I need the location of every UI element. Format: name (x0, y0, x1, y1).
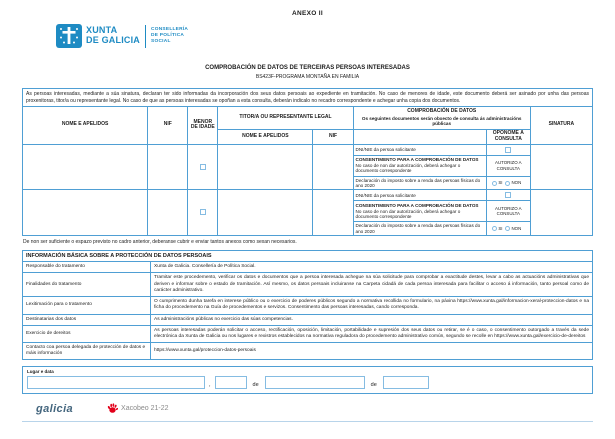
doc-consent-title: CONSENTIMENTO PARA A COMPROBACIÓN DE DATOS (355, 203, 479, 209)
privacy-title: INFORMACIÓN BÁSICA SOBRE A PROTECCIÓN DE DATOS PERSOAIS (23, 251, 592, 262)
place-input[interactable] (27, 376, 205, 389)
privacy-row (23, 326, 592, 343)
privacy-row-label: Lexitimación para o tratamento (23, 297, 151, 313)
page-title: COMPROBACIÓN DE DATOS DE TERCEIRAS PERSOAS INTERESADAS (205, 65, 410, 71)
annex-label: ANEXO II (292, 10, 323, 17)
col-header-nif: NIF (148, 107, 188, 145)
doc-consent-cell (353, 201, 486, 222)
col-header-titor-nome: NOME E APELIDOS (218, 130, 313, 145)
col-header-sinatura: SINATURA (530, 107, 592, 145)
year-input[interactable] (383, 376, 429, 389)
day-input[interactable] (215, 376, 247, 389)
oponome-cell (486, 144, 530, 155)
privacy-row-value: Xunta de Galicia. Consellería de Política Social. (154, 264, 256, 270)
irpf-choice-cell (486, 176, 530, 190)
oponome-checkbox[interactable] (505, 192, 511, 198)
comma-separator: , (209, 381, 211, 388)
department-name (151, 27, 188, 46)
privacy-section (22, 250, 593, 360)
de-separator: de (370, 381, 377, 388)
col-header-comprobacion (353, 107, 530, 130)
autorizo-consulta-cell: AUTORIZO A CONSULTA (486, 155, 530, 176)
doc-irpf-label: Declaración do imposto sobre a renda das persoas físicas do ano 2020 (353, 222, 486, 236)
irpf-yes-radio[interactable] (492, 181, 497, 186)
privacy-row (23, 297, 592, 314)
irpf-no-radio[interactable] (505, 226, 510, 231)
nome-input-cell[interactable] (23, 144, 148, 190)
irpf-no-label: NON (511, 180, 522, 186)
menor-cell (188, 190, 218, 236)
department-line: DE POLÍTICA (151, 32, 185, 38)
table-row (23, 144, 593, 155)
comprobacion-subtitle: Os seguintes documentos serán obxecto de consulta ás administracións públicas (361, 116, 522, 127)
doc-consent-note: No caso de non dar autorización, deberá achegar o documento correspondente (355, 208, 461, 220)
xunta-emblem-icon (56, 24, 82, 48)
brand-line2: DE GALICIA (86, 35, 141, 45)
xacobeo-label: Xacobeo 21-22 (121, 405, 169, 413)
irpf-choice-cell (486, 222, 530, 236)
menor-checkbox[interactable] (200, 164, 206, 170)
month-input[interactable] (265, 376, 365, 389)
oponome-checkbox[interactable] (505, 147, 511, 153)
annex-note: De non ser suficiente o espazo previsto no cadro anterior, deberanse cubrir e enviar tantos anexos como sexan necesarios. (23, 239, 297, 246)
irpf-yes-label: SI (498, 180, 503, 186)
place-date-section (22, 366, 593, 394)
doc-irpf-label: Declaración do imposto sobre a renda das persoas físicas do ano 2020 (353, 176, 486, 190)
nome-input-cell[interactable] (23, 190, 148, 236)
doc-consent-note: No caso de non dar autorización, deberá achegar o documento correspondente (355, 162, 461, 174)
sinatura-cell[interactable] (530, 190, 592, 236)
col-header-menor: MENOR DE IDADE (188, 107, 218, 145)
irpf-no-label: NON (511, 226, 522, 232)
doc-consent-cell (353, 155, 486, 176)
xunta-logo (56, 21, 593, 51)
de-separator: de (252, 381, 259, 388)
col-header-titor: TITOR/A OU REPRESENTANTE LEGAL (218, 107, 353, 130)
titor-nome-input-cell[interactable] (218, 190, 313, 236)
procedure-code: BS423F-PROGRAMA MONTAÑA EN FAMILIA (255, 74, 360, 80)
oponome-cell (486, 190, 530, 201)
privacy-row-value: Tramitar este procedemento, verificar os datos e documentos que a persoa interesada achegue na súa solicitude para comprobar a exactitude destes, levar a cabo as actuacións administrativas que deriven e informar sobre o estado de tramitación. Así mesmo, os datos persoais incluiranse na Carpeta cidadá de cada persoa interesada para facilitar o acceso á información, tanto persoal como de carácter administrativo. (154, 275, 589, 293)
irpf-yes-radio[interactable] (492, 226, 497, 231)
table-row (23, 190, 593, 201)
galicia-logo: galicia (36, 402, 74, 415)
privacy-row-label: Finalidades do tratamento (23, 273, 151, 296)
irpf-no-radio[interactable] (505, 181, 510, 186)
privacy-row (23, 343, 592, 359)
doc-dni-label: DNI/NIE da persoa solicitante (353, 144, 486, 155)
place-date-label: Lugar e data (27, 368, 54, 374)
department-line: CONSELLERÍA (151, 26, 189, 32)
xacobeo-logo (107, 403, 168, 414)
col-header-titor-nif: NIF (313, 130, 353, 145)
privacy-row-label: Destinatarias dos datos (23, 315, 151, 325)
department-line: SOCIAL (151, 39, 171, 45)
privacy-row-value: O cumprimento dunha tarefa en interese público ou o exercicio de poderes públicos segundo a normativa recollida no formulario, na páxina https://www.xunta.gal/informacion-xeral-proteccion-datos e na ficha do procedemento na Guía de procedementos e servizos. Consentimento das persoas interesadas, cando corresponda. (154, 299, 589, 311)
autorizo-consulta-cell: AUTORIZO A CONSULTA (486, 201, 530, 222)
doc-dni-label: DNI/NIE da persoa solicitante (353, 190, 486, 201)
doc-consent-title: CONSENTIMENTO PARA A COMPROBACIÓN DE DATOS (355, 157, 479, 163)
brand-line1: XUNTA (86, 25, 118, 36)
privacy-row (23, 315, 592, 326)
titor-nif-input-cell[interactable] (313, 144, 353, 190)
menor-cell (188, 144, 218, 190)
irpf-yes-label: SI (498, 226, 503, 232)
nif-input-cell[interactable] (148, 144, 188, 190)
privacy-row (23, 273, 592, 297)
menor-checkbox[interactable] (200, 209, 206, 215)
third-parties-table (22, 106, 593, 236)
titor-nome-input-cell[interactable] (218, 144, 313, 190)
intro-paragraph: As persoas interesadas, mediante a súa sinatura, declaran ter sido informadas da incorporación dos seus datos persoais ao expediente en tramitación. No caso de menores de idade, este documento deberá ser asinado por unha das persoas proxenitoras, titor/a ou representante legal. No caso de que as persoas interesadas se opoñan a esta consulta, deberán indicalo no recadro correspondente e achegar unha copia dos documentos. (22, 88, 593, 107)
privacy-row-label: Exercicio de dereitos (23, 326, 151, 342)
col-header-oponome: OPÓÑOME Á CONSULTA (486, 130, 530, 145)
sinatura-cell[interactable] (530, 144, 592, 190)
privacy-row-value: https://www.xunta.gal/proteccion-datos-persoais (154, 347, 256, 353)
privacy-row-label: Responsable do tratamento (23, 262, 151, 272)
comprobacion-title: COMPROBACIÓN DE DATOS (407, 108, 477, 115)
docs-header-spacer (353, 130, 486, 145)
brand-name (86, 26, 140, 45)
privacy-row-label: Contacto coa persoa delegada de protección de datos e máis información (23, 343, 151, 359)
footer (22, 403, 593, 415)
privacy-row-value: As persoas interesadas poderán solicitar o acceso, rectificación, oposición, limitación, portabilidade e supresión dos seus datos ou retirar, se é o caso, o consentimento outorgado a través da sede electrónica da Xunta de Galicia ou nos lugares e rexistros establecidos na normativa reguladora do procedemento administrativo común, segundo se recolle en https://www.xunta.gal/exercicio-de-dereitos (154, 327, 589, 339)
col-header-nome: NOME E APELIDOS (23, 107, 148, 145)
xacobeo-hand-icon (107, 403, 118, 414)
privacy-row (23, 262, 592, 273)
logo-divider (145, 25, 146, 48)
titor-nif-input-cell[interactable] (313, 190, 353, 236)
footer-divider (22, 421, 593, 422)
privacy-row-value: As administracións públicas no exercicio das súas competencias. (154, 316, 293, 322)
nif-input-cell[interactable] (148, 190, 188, 236)
